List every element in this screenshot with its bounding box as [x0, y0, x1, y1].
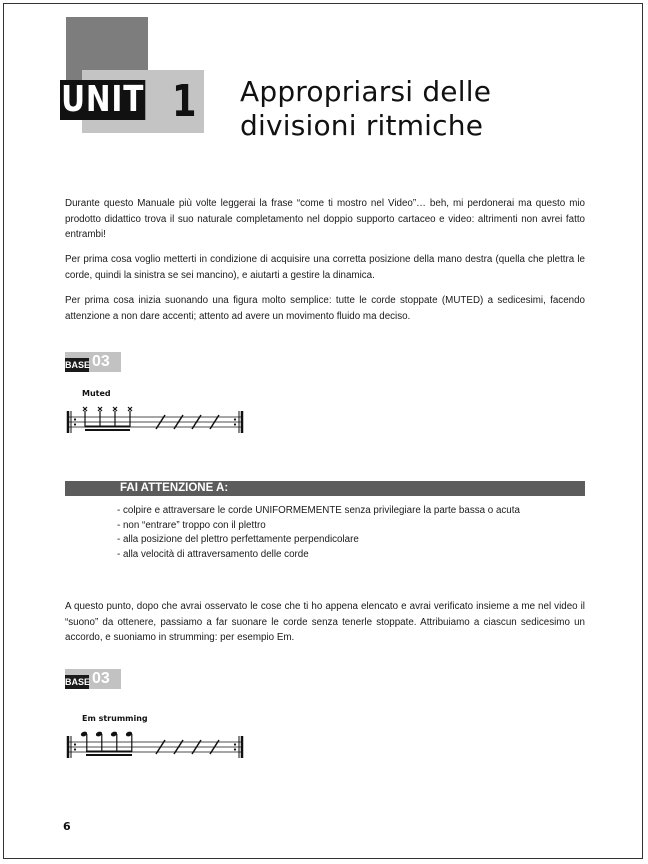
notation-label-muted: Muted: [82, 389, 111, 398]
example-tag-base: BASE: [65, 360, 91, 370]
notation-label-strumming: Em strumming: [82, 714, 148, 723]
attention-list: [117, 504, 557, 562]
list-item: - colpire e attraversare le corde UNIFORMEMENTE senza privilegiare la parte bassa o acuta: [117, 505, 520, 516]
rhythm-staff-muted: [64, 389, 246, 437]
example-tag-1: [65, 352, 121, 372]
attention-title: FAI ATTENZIONE A:: [120, 482, 229, 494]
chapter-title-line-2: divisioni ritmiche: [240, 109, 484, 142]
list-item: - alla posizione del plettro perfettamente perpendicolare: [117, 534, 359, 545]
unit-label: UNIT: [61, 79, 145, 120]
example-tag-2: [65, 669, 121, 689]
notation-strumming: [64, 714, 246, 762]
rhythm-staff-strumming: [64, 714, 246, 762]
chapter-title-line-1: Appropriarsi delle: [240, 75, 492, 108]
example-tag-number: 03: [92, 670, 110, 687]
notation-muted: [64, 389, 246, 437]
chapter-title: [240, 75, 620, 143]
paragraph-strumming: A questo punto, dopo che avrai osservato le cose che ti ho appena elencato e avrai verificato insieme a me nel video il “suono” da ottenere, passiamo a far suonare le corde senza tenerle stoppate. Attribuiamo a ciascun sedicesimo un accordo, e suoniamo in strumming: per esempio Em.: [65, 601, 585, 643]
list-item: - non “entrare” troppo con il plettro: [117, 519, 266, 531]
paragraph-hand-position: Per prima cosa voglio metterti in condizione di acquisire una corretta posizione della mano destra (quella che plettra le corde, quindi la sinistra se sei mancino), e aiutarti a gestire la dinamica.: [65, 254, 585, 281]
attention-header-bar: [65, 481, 585, 496]
example-tag-number: 03: [92, 353, 110, 370]
page-number: 6: [63, 820, 71, 833]
unit-number: 1: [172, 76, 197, 127]
example-tag-base: BASE: [65, 677, 91, 687]
list-item: - alla velocità di attraversamento delle corde: [117, 548, 309, 560]
paragraph-intro: Durante questo Manuale più volte leggerai la frase “come ti mostro nel Video”… beh, mi perdonerai ma questo mio prodotto didattico trova il suo naturale completamento nel doppio supporto cartaceo e video: altrimenti non avrei fatto entrambi!: [65, 198, 585, 240]
paragraph-muted-exercise: Per prima cosa inizia suonando una figura molto semplice: tutte le corde stoppate (MUTED) a sedicesimi, facendo attenzione a non dare accenti; attento ad avere un movimento fluido ma deciso.: [65, 295, 585, 322]
